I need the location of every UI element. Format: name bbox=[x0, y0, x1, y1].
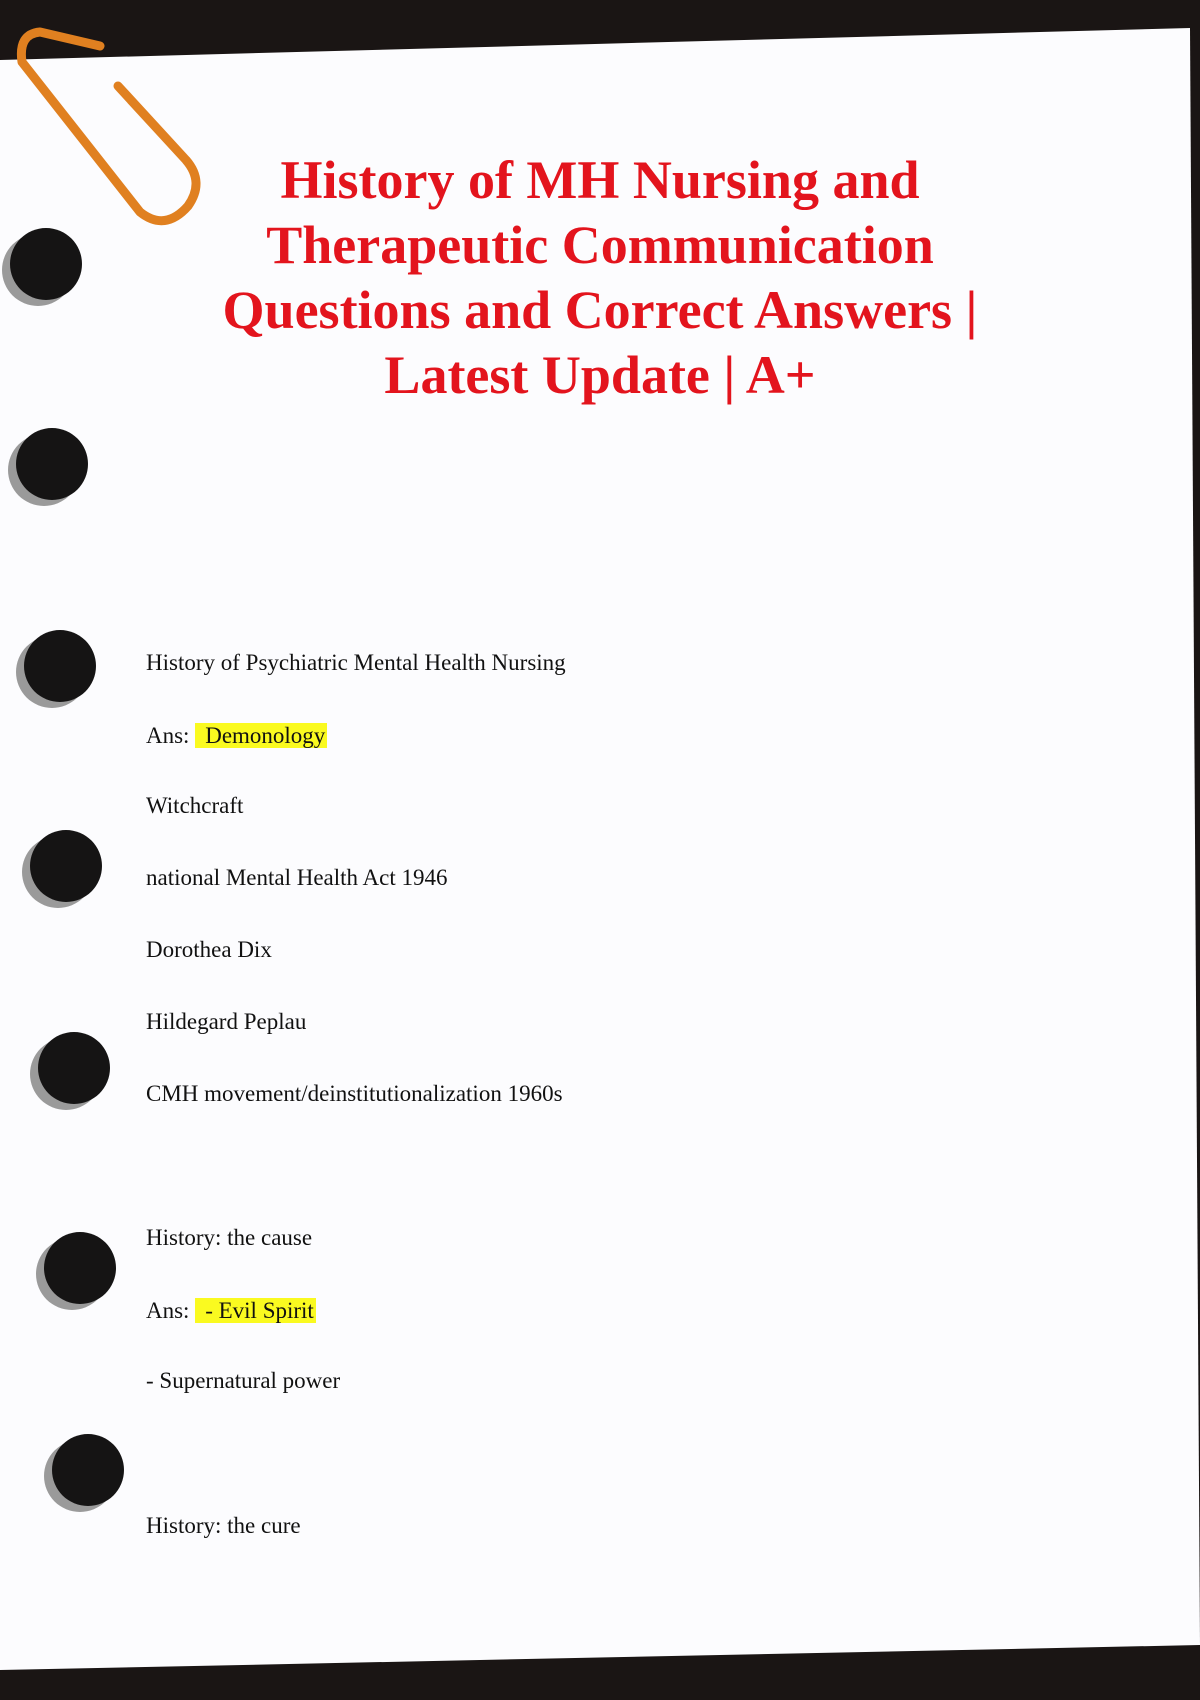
question-text: History: the cause bbox=[146, 1225, 313, 1250]
answer-line bbox=[146, 1297, 316, 1325]
watermark bbox=[1168, 60, 1200, 470]
title-line: History of MH Nursing and bbox=[280, 150, 920, 210]
binder-hole bbox=[52, 1434, 124, 1506]
title-line: Therapeutic Communication bbox=[266, 215, 934, 275]
answer-text: - Supernatural power bbox=[146, 1368, 341, 1393]
binder-hole bbox=[30, 830, 102, 902]
answer-text: CMH movement/deinstitutionalization 1960s bbox=[146, 1081, 563, 1106]
answer-text: national Mental Health Act 1946 bbox=[146, 865, 448, 890]
answer-highlight: Demonology bbox=[195, 723, 327, 748]
question-text: History: the cure bbox=[146, 1513, 301, 1538]
title-line: Latest Update | A+ bbox=[384, 345, 816, 405]
answer-text: Dorothea Dix bbox=[146, 937, 272, 962]
title-line: Questions and Correct Answers | bbox=[222, 280, 978, 340]
binder-hole bbox=[16, 428, 88, 500]
binder-hole bbox=[10, 228, 82, 300]
binder-hole bbox=[44, 1232, 116, 1304]
answer-highlight: - Evil Spirit bbox=[195, 1298, 316, 1323]
binder-hole bbox=[24, 630, 96, 702]
answer-text: Witchcraft bbox=[146, 793, 244, 818]
question-text: History of Psychiatric Mental Health Nursing bbox=[146, 650, 566, 675]
answer-line bbox=[146, 722, 327, 750]
answer-text: Hildegard Peplau bbox=[146, 1009, 307, 1034]
binder-hole bbox=[38, 1032, 110, 1104]
answer-prefix: Ans: bbox=[146, 1298, 190, 1323]
answer-prefix: Ans: bbox=[146, 723, 190, 748]
page-title bbox=[160, 148, 1040, 408]
